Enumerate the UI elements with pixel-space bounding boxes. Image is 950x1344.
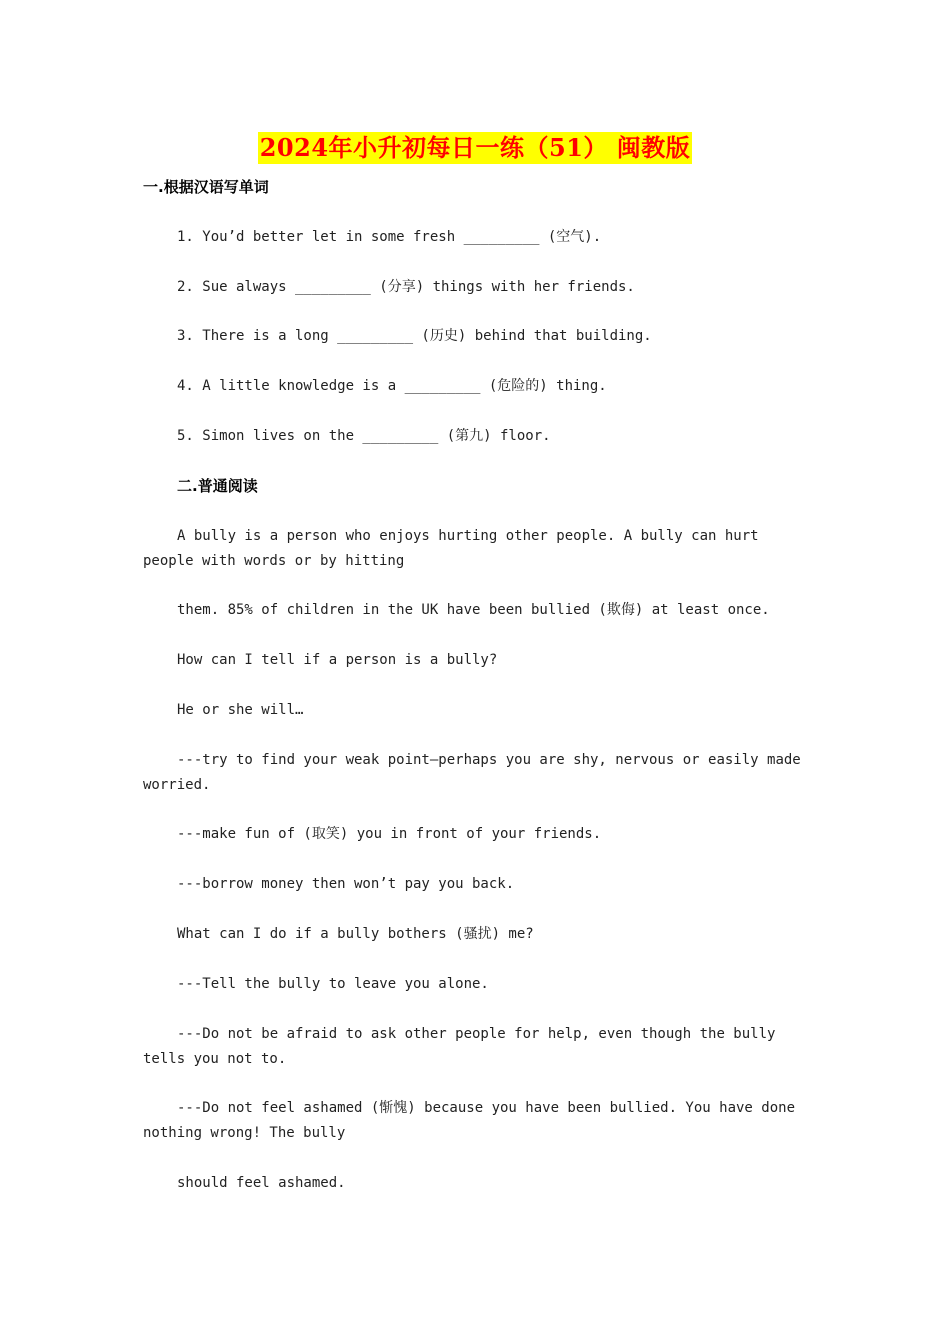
reading-line: people with words or by hitting — [143, 553, 405, 569]
reading-line: How can I tell if a person is a bully? — [177, 652, 498, 668]
title-container — [0, 132, 950, 164]
reading-line: ---Do not be afraid to ask other people for help, even though the bully — [177, 1026, 776, 1042]
reading-line: What can I do if a bully bothers (骚扰) me? — [177, 926, 534, 942]
reading-line: nothing wrong! The bully — [143, 1125, 346, 1141]
reading-line: them. 85% of children in the UK have been bullied (欺侮) at least once. — [177, 602, 770, 618]
section1-heading: 一.根据汉语写单词 — [143, 178, 269, 196]
section2-heading: 二.普通阅读 — [177, 477, 258, 495]
document-title: 2024年小升初每日一练（51） 闽教版 — [259, 133, 691, 162]
reading-line: worried. — [143, 777, 211, 793]
reading-line: ---Do not feel ashamed (惭愧) because you have been bullied. You have done — [177, 1100, 796, 1116]
reading-line: should feel ashamed. — [177, 1175, 346, 1191]
exercise-item-1: 1. You’d better let in some fresh _________ (空气). — [177, 229, 602, 245]
reading-line: He or she will… — [177, 702, 304, 718]
reading-line: ---make fun of (取笑) you in front of your friends. — [177, 826, 602, 842]
reading-line: A bully is a person who enjoys hurting other people. A bully can hurt — [177, 528, 759, 544]
reading-line: tells you not to. — [143, 1051, 287, 1067]
reading-line: ---Tell the bully to leave you alone. — [177, 976, 489, 992]
exercise-item-3: 3. There is a long _________ (历史) behind that building. — [177, 328, 652, 344]
reading-line: ---borrow money then won’t pay you back. — [177, 876, 515, 892]
exercise-item-2: 2. Sue always _________ (分享) things with her friends. — [177, 279, 635, 295]
exercise-item-4: 4. A little knowledge is a _________ (危险的) thing. — [177, 378, 607, 394]
exercise-item-5: 5. Simon lives on the _________ (第九) floor. — [177, 428, 551, 444]
reading-line: ---try to find your weak point—perhaps you are shy, nervous or easily made — [177, 752, 801, 768]
